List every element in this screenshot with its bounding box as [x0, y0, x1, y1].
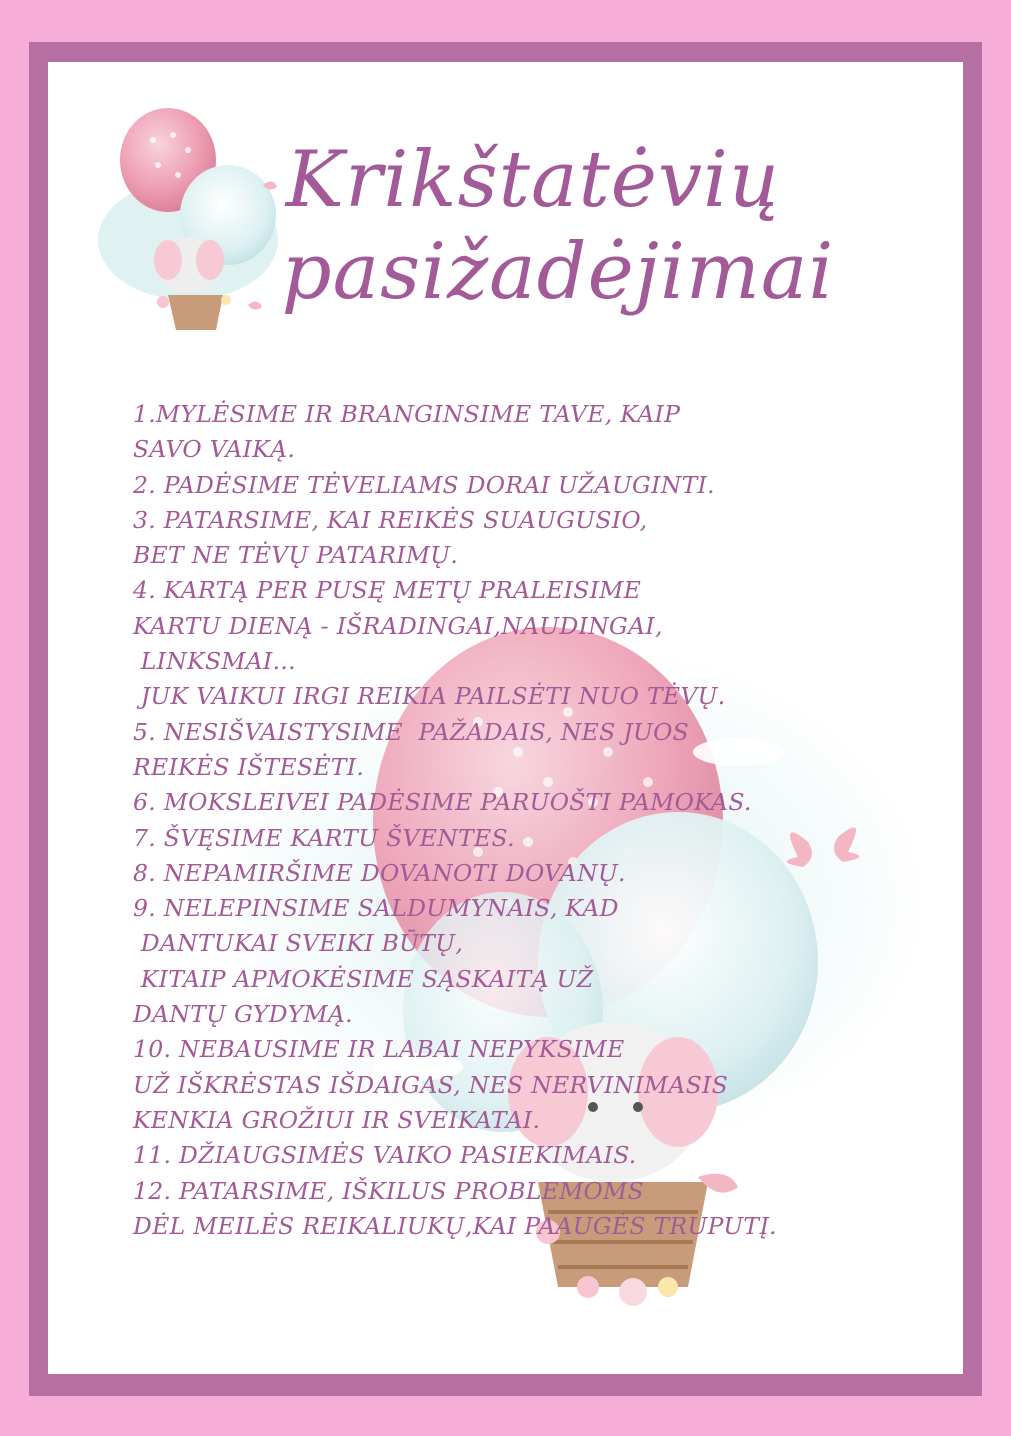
- promise-line: 2. PADĖSIME TĖVELIAMS DORAI UŽAUGINTI.: [133, 470, 715, 499]
- promises-list: [133, 397, 913, 1244]
- promise-line: LINKSMAI...: [133, 647, 296, 676]
- promise-line: REIKĖS IŠTESĖTI.: [133, 752, 365, 781]
- promise-line: 7. ŠVĘSIME KARTU ŠVENTES.: [133, 823, 515, 852]
- promise-line: UŽ IŠKRĖSTAS IŠDAIGAS, NES NERVINIMASIS: [133, 1070, 729, 1099]
- promise-line: 6. MOKSLEIVEI PADĖSIME PARUOŠTI PAMOKAS.: [133, 788, 752, 817]
- promise-line: DANTŲ GYDYMĄ.: [133, 1000, 353, 1029]
- title-line-1: Krikštatėvių: [285, 135, 781, 225]
- certificate-card: [48, 62, 963, 1374]
- page-title: [248, 135, 868, 317]
- promise-line: KITAIP APMOKĖSIME SĄSKAITĄ UŽ: [133, 964, 594, 993]
- promise-line: 11. DŽIAUGSIMĖS VAIKO PASIEKIMAIS.: [133, 1141, 637, 1170]
- promise-line: 3. PATARSIME, KAI REIKĖS SUAUGUSIO,: [133, 505, 648, 534]
- promise-line: DĖL MEILĖS REIKALIUKŲ,KAI PAAUGĖS TRUPUTĮ.: [133, 1211, 777, 1240]
- promise-line: KARTU DIENĄ - IŠRADINGAI,NAUDINGAI,: [133, 611, 663, 640]
- promise-line: 1.MYLĖSIME IR BRANGINSIME TAVE, KAIP: [133, 400, 681, 428]
- title-line-2: pasižadėjimai: [281, 226, 835, 317]
- promise-line: 8. NEPAMIRŠIME DOVANOTI DOVANŲ.: [133, 858, 626, 887]
- promise-line: JUK VAIKUI IRGI REIKIA PAILSĖTI NUO TĖVŲ.: [133, 682, 726, 711]
- promise-line: 10. NEBAUSIME IR LABAI NEPYKSIME: [133, 1035, 625, 1064]
- promise-line: KENKIA GROŽIUI IR SVEIKATAI.: [133, 1105, 541, 1134]
- promise-line: 5. NESIŠVAISTYSIME PAŽADAIS, NES JUOS: [133, 717, 690, 746]
- promise-line: 4. KARTĄ PER PUSĘ METŲ PRALEISIME: [133, 576, 642, 605]
- promise-line: 9. NELEPINSIME SALDUMYNAIS, KAD: [133, 894, 619, 923]
- promise-line: 12. PATARSIME, IŠKILUS PROBLEMOMS: [133, 1176, 644, 1205]
- promise-line: DANTUKAI SVEIKI BŪTŲ,: [133, 929, 464, 958]
- promise-line: BET NE TĖVŲ PATARIMŲ.: [133, 541, 459, 570]
- promise-line: SAVO VAIKĄ.: [133, 435, 296, 464]
